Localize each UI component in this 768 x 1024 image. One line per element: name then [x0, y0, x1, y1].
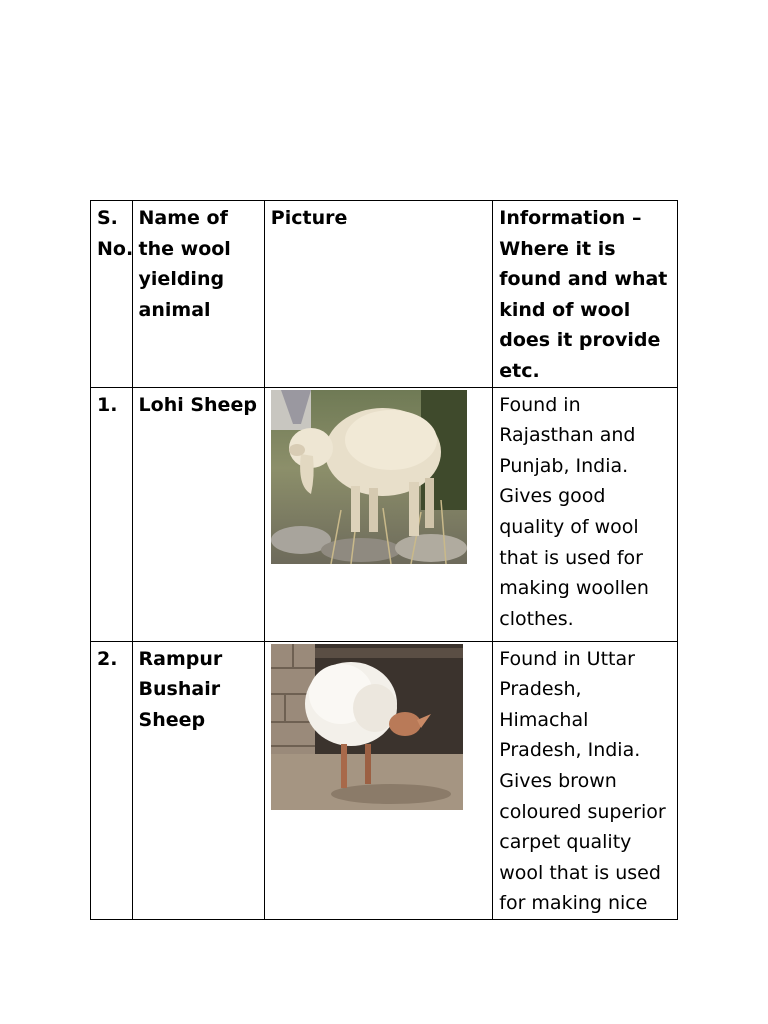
row-info: Found in Rajasthan and Punjab, India. Gives good quality of wool that is used for making woollen clothes. — [493, 387, 678, 641]
header-name: Name of the wool yielding animal — [132, 201, 264, 388]
wool-animals-table — [90, 200, 678, 920]
row-animal-name: Rampur Bushair Sheep — [132, 641, 264, 919]
row-picture-cell — [264, 387, 492, 641]
row-sno: 2. — [91, 641, 133, 919]
row-sno: 1. — [91, 387, 133, 641]
header-picture: Picture — [264, 201, 492, 388]
table-header-row — [91, 201, 678, 388]
table-row — [91, 387, 678, 641]
row-picture-cell — [264, 641, 492, 919]
lohi-sheep-photo — [271, 390, 467, 564]
header-sno: S. No. — [91, 201, 133, 388]
header-info: Information – Where it is found and what kind of wool does it provide etc. — [493, 201, 678, 388]
row-animal-name: Lohi Sheep — [132, 387, 264, 641]
rampur-bushair-sheep-photo — [271, 644, 463, 810]
table-row — [91, 641, 678, 919]
row-info: Found in Uttar Pradesh, Himachal Pradesh, India. Gives brown coloured superior carpet quality wool that is used for making nice — [493, 641, 678, 919]
